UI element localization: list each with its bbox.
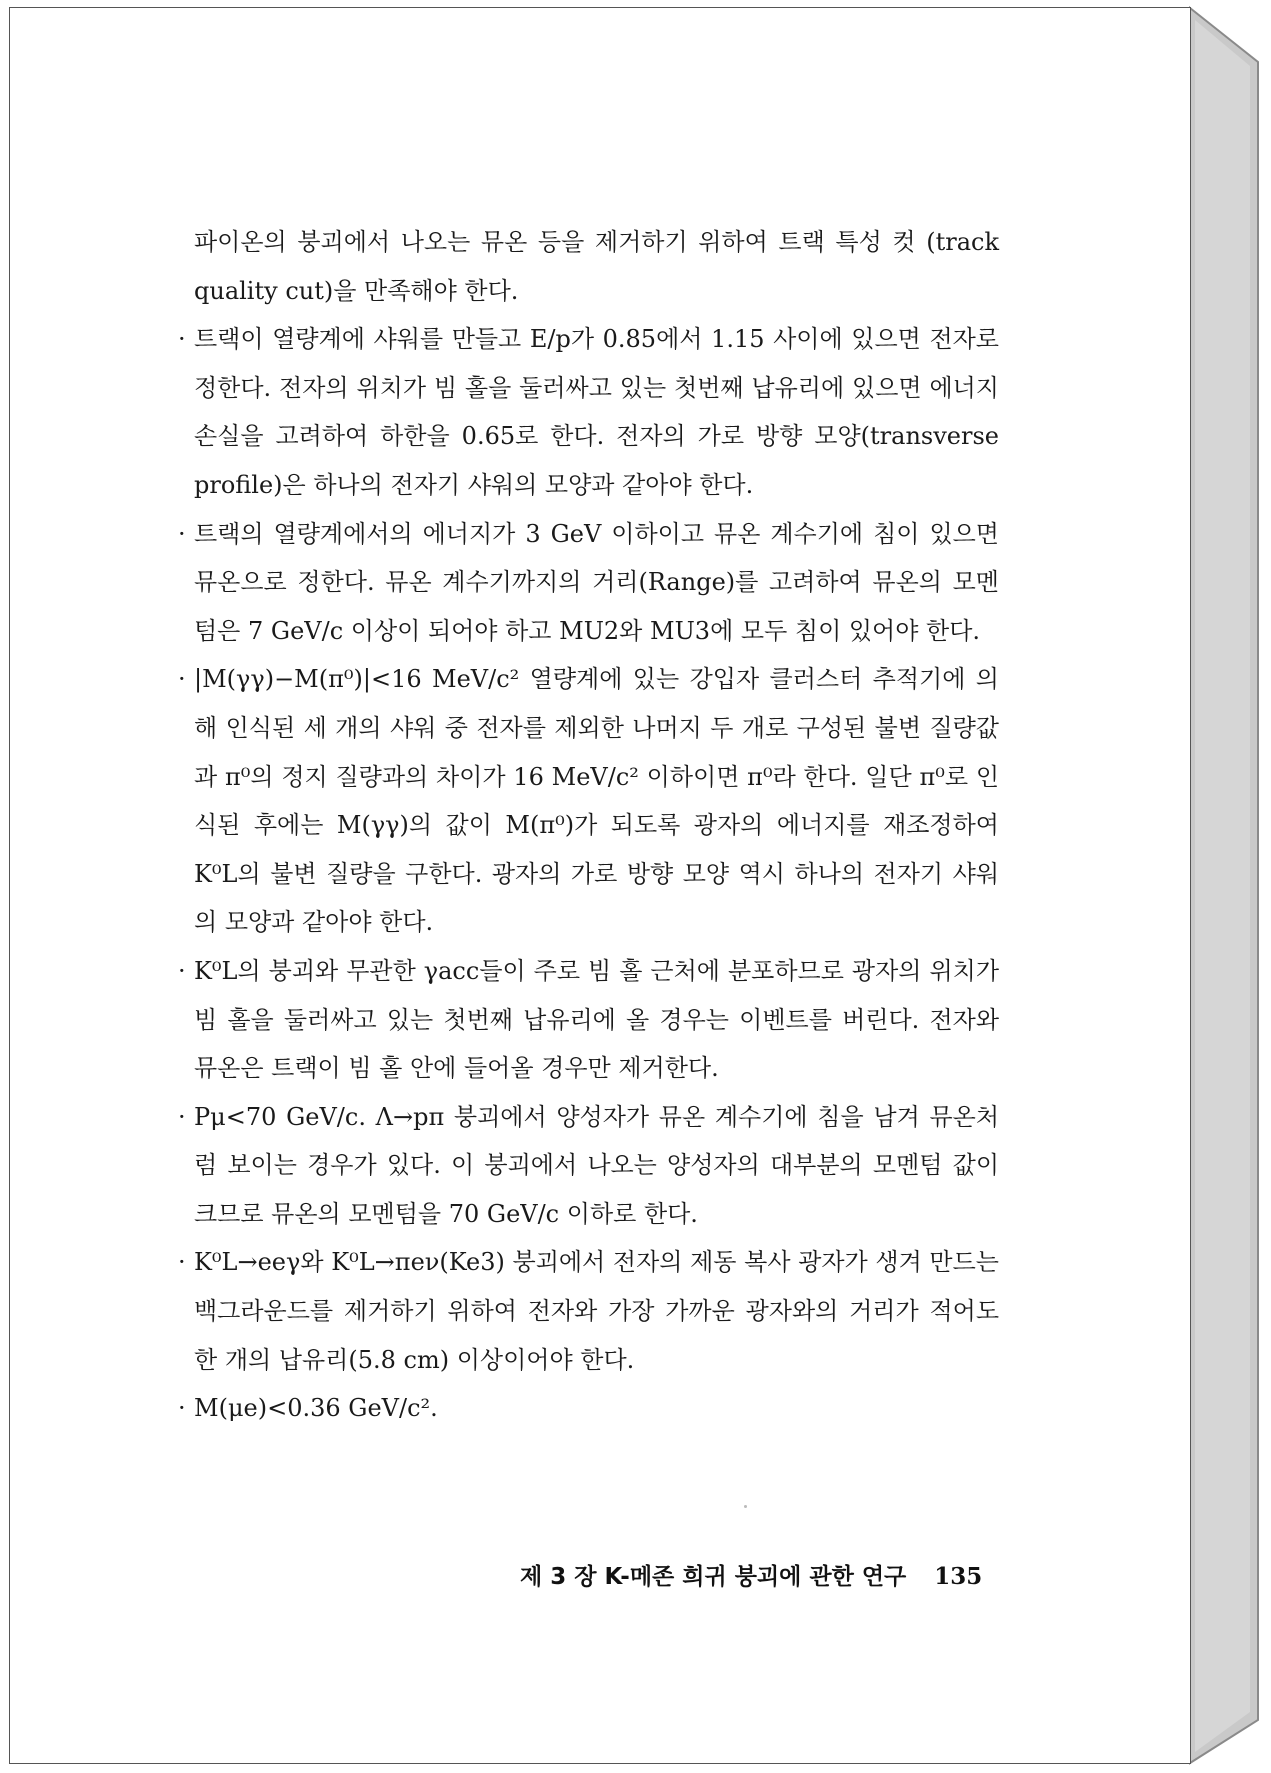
bullet-dot: · [178, 1394, 186, 1423]
bullet-text: 트랙의 열량계에서의 에너지가 3 GeV 이하이고 뮤온 계수기에 침이 있으면 뮤온으로 정한다. 뮤온 계수기까지의 거리(Range)를 고려하여 뮤온의 모멘텀은 7 GeV/c 이상이 되어야 하고 MU2와 MU3에 모두 침이 있어야 한다. [194, 519, 999, 645]
bullet-text: K⁰L→eeγ와 K⁰L→πeν(Ke3) 붕괴에서 전자의 제동 복사 광자가 생겨 만드는 백그라운드를 제거하기 위하여 전자와 가장 가까운 광자와의 거리가 적어도 한 개의 납유리(5.8 cm) 이상이어야 한다. [194, 1248, 999, 1374]
bullet-item-muon-momentum [178, 1093, 999, 1239]
bullet-item-bremsstrahlung [178, 1238, 999, 1384]
bullet-dot: · [178, 956, 186, 985]
chapter-title: 제 3 장 K-메존 희귀 붕괴에 관한 연구 [520, 1564, 907, 1590]
bullet-item-pion-mass [178, 655, 999, 947]
bullet-item-beam-hole [178, 947, 999, 1093]
bullet-dot: · [178, 1248, 186, 1277]
bullet-text: M(μe)<0.36 GeV/c². [194, 1394, 438, 1423]
scan-speck [744, 1505, 747, 1508]
bullet-dot: · [178, 325, 186, 354]
bullet-dot: · [178, 519, 186, 548]
bullet-text: |M(γγ)−M(π⁰)|<16 MeV/c² 열량계에 있는 강입자 클러스터 추적기에 의해 인식된 세 개의 샤워 중 전자를 제외한 나머지 두 개로 구성된 불변 질량값과 π⁰의 정지 질량과의 차이가 16 MeV/c² 이하이면 π⁰라 한다. 일단 π⁰로 인식된 후에는 M(γγ)의 값이 M(π⁰)가 되도록 광자의 에너지를 재조정하여 K⁰L의 불변 질량을 구한다. 광자의 가로 방향 모양 역시 하나의 전자기 샤워의 모양과 같아야 한다. [194, 665, 999, 937]
bullet-item-muon-id [178, 510, 999, 656]
bullet-text: 트랙이 열량계에 샤워를 만들고 E/p가 0.85에서 1.15 사이에 있으면 전자로 정한다. 전자의 위치가 빔 홀을 둘러싸고 있는 첫번째 납유리에 있으면 에너지 손실을 고려하여 하한을 0.65로 한다. 전자의 가로 방향 모양(transverse profile)은 하나의 전자기 샤워의 모양과 같아야 한다. [194, 325, 999, 499]
running-footer [520, 1558, 982, 1591]
page-number: 135 [934, 1563, 983, 1590]
page-content [178, 218, 999, 1433]
bullet-text: Pμ<70 GeV/c. Λ→pπ 붕괴에서 양성자가 뮤온 계수기에 침을 남겨 뮤온처럼 보이는 경우가 있다. 이 붕괴에서 나오는 양성자의 대부분의 모멘텀 값이 크므로 뮤온의 모멘텀을 70 GeV/c 이하로 한다. [194, 1102, 999, 1228]
bullet-text: K⁰L의 붕괴와 무관한 γacc들이 주로 빔 홀 근처에 분포하므로 광자의 위치가 빔 홀을 둘러싸고 있는 첫번째 납유리에 올 경우는 이벤트를 버린다. 전자와 뮤온은 트랙이 빔 홀 안에 들어올 경우만 제거한다. [194, 956, 999, 1083]
bullet-item-mu-e-mass [178, 1384, 999, 1433]
paragraph-0 [194, 218, 999, 315]
bullet-dot: · [178, 1102, 186, 1131]
bullet-item-electron-id [178, 315, 999, 509]
paragraph-text: 파이온의 붕괴에서 나오는 뮤온 등을 제거하기 위하여 트랙 특성 컷 (track quality cut)을 만족해야 한다. [194, 228, 999, 305]
bullet-dot: · [178, 665, 186, 694]
